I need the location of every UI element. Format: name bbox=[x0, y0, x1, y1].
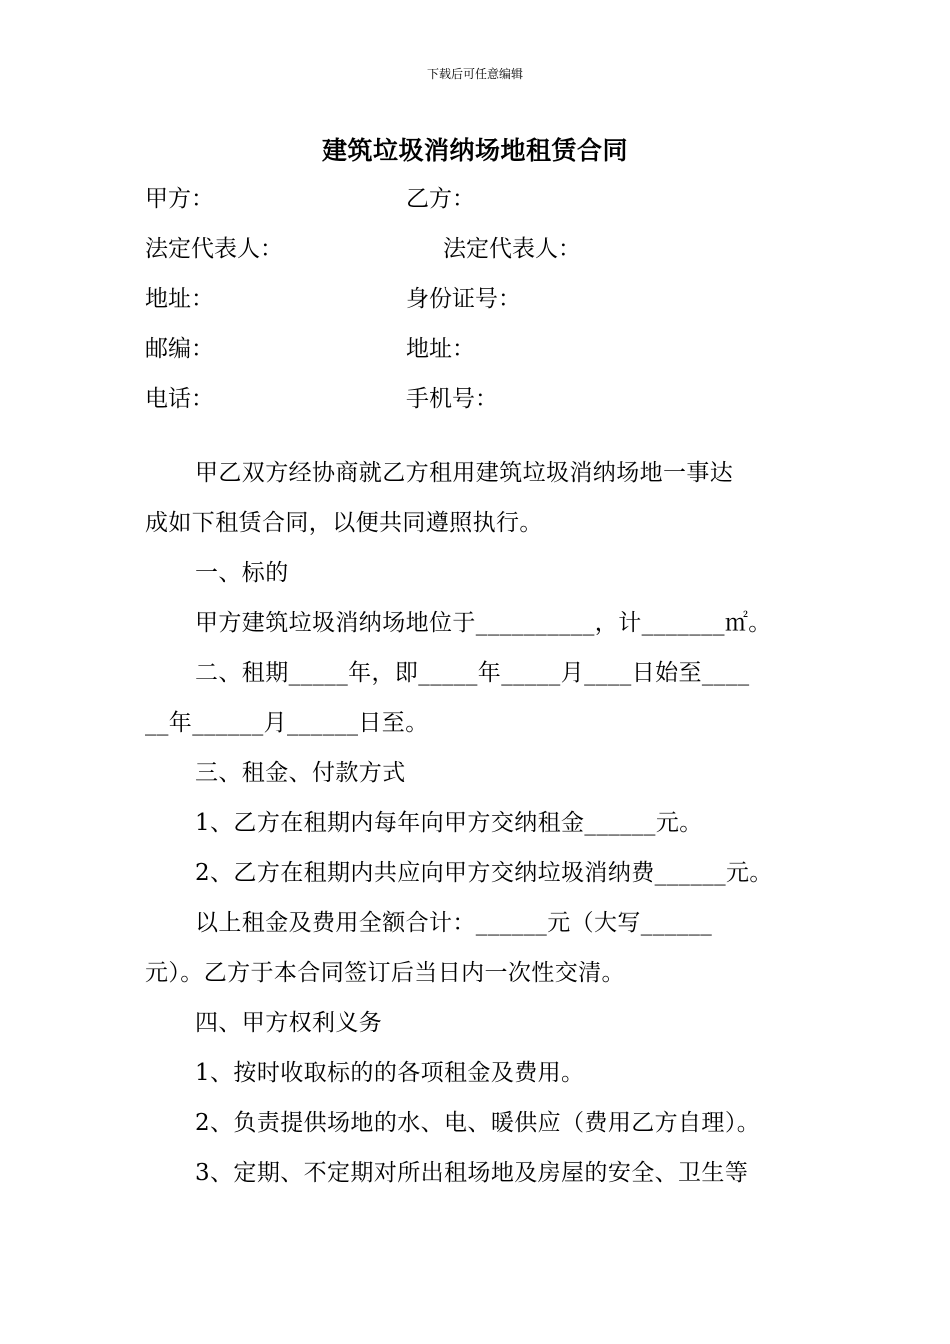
section-heading-party-a-rights: 四、甲方权利义务 bbox=[195, 1010, 383, 1036]
section-heading-rent-payment: 三、租金、付款方式 bbox=[195, 760, 406, 786]
party-b-legal-rep-label: 法定代表人： bbox=[443, 236, 581, 262]
party-a-address-label: 地址： bbox=[145, 286, 214, 312]
party-a-postcode-label: 邮编： bbox=[145, 336, 214, 362]
body-line-total-amount: 以上租金及费用全额合计：______元（大写______ bbox=[195, 910, 713, 936]
party-a-label: 甲方： bbox=[145, 186, 214, 212]
party-row-3 bbox=[145, 282, 845, 316]
party-a-phone-label: 电话： bbox=[145, 386, 214, 412]
party-b-mobile-label: 手机号： bbox=[406, 386, 498, 412]
body-line-party-a-right-2: 2、负责提供场地的水、电、暖供应（费用乙方自理）。 bbox=[195, 1110, 761, 1136]
body-line-annual-rent: 1、乙方在租期内每年向甲方交纳租金______元。 bbox=[195, 810, 703, 836]
party-row-1 bbox=[145, 182, 845, 216]
document-title: 建筑垃圾消纳场地租赁合同 bbox=[321, 136, 628, 165]
body-line-site-location: 甲方建筑垃圾消纳场地位于__________，计_______㎡。 bbox=[195, 610, 772, 636]
body-paragraph-intro-line-2: 成如下租赁合同，以便共同遵照执行。 bbox=[145, 510, 543, 536]
section-heading-lease-term: 二、租期_____年，即_____年_____月____日始至____ bbox=[195, 660, 750, 686]
body-line-disposal-fee: 2、乙方在租期内共应向甲方交纳垃圾消纳费______元。 bbox=[195, 860, 773, 886]
body-line-total-amount-continued: 元）。乙方于本合同签订后当日内一次性交清。 bbox=[145, 960, 625, 986]
body-line-lease-term-continued: __年______月______日至。 bbox=[145, 710, 429, 736]
body-line-party-a-right-1: 1、按时收取标的的各项租金及费用。 bbox=[195, 1060, 585, 1086]
party-row-5 bbox=[145, 382, 845, 416]
section-heading-subject: 一、标的 bbox=[195, 560, 289, 586]
party-b-id-number-label: 身份证号： bbox=[406, 286, 521, 312]
header-note: 下载后可任意编辑 bbox=[426, 67, 523, 81]
party-row-4 bbox=[145, 332, 845, 366]
party-b-address-label: 地址： bbox=[406, 336, 475, 362]
body-line-party-a-right-3: 3、定期、不定期对所出租场地及房屋的安全、卫生等 bbox=[195, 1160, 749, 1186]
body-paragraph-intro-line-1: 甲乙双方经协商就乙方租用建筑垃圾消纳场地一事达 bbox=[195, 460, 734, 486]
party-a-legal-rep-label: 法定代表人： bbox=[145, 236, 283, 262]
party-b-label: 乙方： bbox=[406, 186, 475, 212]
party-row-2 bbox=[145, 232, 845, 266]
